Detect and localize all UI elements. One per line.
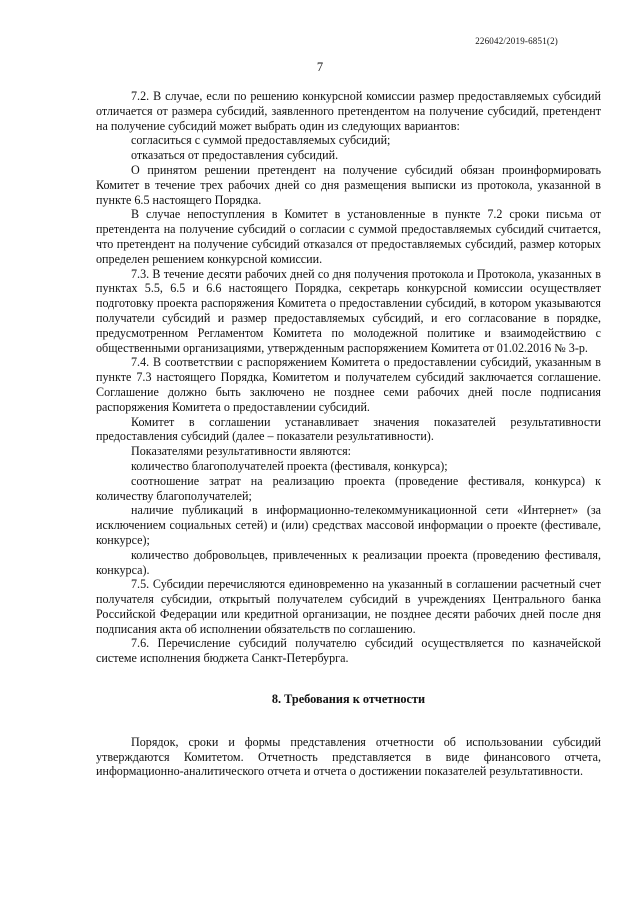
indicator-publications: наличие публикаций в информационно-телекоммуникационной сети «Интернет» (за исключением социальных сетей) и (или) средствах массовой информации о проекте (фестивале, конкурсе); xyxy=(96,503,601,547)
paragraph-7-5: 7.5. Субсидии перечисляются единовременно на указанный в соглашении расчетный счет получателя субсидии, открытый получателем субсидий в учреждениях Центрального банка Российской Федерации или кредитной организации, не позднее десяти рабочих дней после дня подписания акта об исполнении обязательств по соглашению. xyxy=(96,577,601,636)
indicator-beneficiaries: количество благополучателей проекта (фестиваля, конкурса); xyxy=(131,458,448,473)
indicator-cost-ratio: соотношение затрат на реализацию проекта (проведение фестиваля, конкурса) к количеству благополучателей; xyxy=(96,473,601,503)
section-heading-reporting: 8. Требования к отчетности xyxy=(271,692,426,707)
paragraph-decision-notice: О принятом решении претендент на получение субсидий обязан проинформировать Комитет в течение трех рабочих дней со дня размещения выписки из протокола, указанной в пункте 6.5 настоящего Порядка. xyxy=(96,162,601,207)
paragraph-7-4: 7.4. В соответствии с распоряжением Комитета о предоставлении субсидий, указанным в пункте 7.3 настоящего Порядка, Комитетом и получателем субсидий заключается соглашение. Соглашение должно быть заключено не позднее семи рабочих дней после подписания распоряжения Комитета о предоставлении субсидий. xyxy=(96,355,601,414)
paragraph-7-6: 7.6. Перечисление субсидий получателю субсидий осуществляется по казначейской системе исполнения бюджета Санкт-Петербурга. xyxy=(96,636,601,666)
page-number: 7 xyxy=(316,60,324,74)
indicator-volunteers: количество добровольцев, привлеченных к реализации проекта (проведению фестиваля, конкурса). xyxy=(96,547,601,577)
option-refuse: отказаться от предоставления субсидий. xyxy=(131,148,339,163)
paragraph-7-2: 7.2. В случае, если по решению конкурсной комиссии размер предоставляемых субсидий отличается от размера субсидий, заявленного претендентом на получение субсидий, претендент на получение субсидий может выбрать один из следующих вариантов: xyxy=(96,89,601,133)
document-registration-number: 226042/2019-6851(2) xyxy=(475,36,558,46)
document-body xyxy=(96,89,601,779)
option-agree: согласиться с суммой предоставляемых субсидий; xyxy=(131,133,391,148)
paragraph-7-3: 7.3. В течение десяти рабочих дней со дня получения протокола и Протокола, указанных в пунктах 5.5, 6.5 и 6.6 настоящего Порядка, секретарь конкурсной комиссии осуществляет подготовку проекта распоряжения Комитета о предоставлении субсидий, в котором указываются получатели субсидий и размер предоставляемых субсидий, и его согласование в порядке, предусмотренном Регламентом Комитета по молодежной политике и взаимодействию с общественными организациями, утвержденным распоряжением Комитета от 01.02.2016 № 3-р. xyxy=(96,266,601,355)
paragraph-reporting: Порядок, сроки и формы представления отчетности об использовании субсидий утверждаются Комитетом. Отчетность представляется в виде финансового отчета, информационно-аналитического отчета и отчета о достижении показателей результативности. xyxy=(96,734,601,779)
paragraph-indicators-set: Комитет в соглашении устанавливает значения показателей результативности предоставления субсидий (далее – показатели результативности). xyxy=(96,414,601,444)
paragraph-non-receipt: В случае непоступления в Комитет в установленные в пункте 7.2 сроки письма от претендента на получение субсидий о согласии с суммой предоставляемых субсидий считается, что претендент на получение субсидий отказался от предоставляемых субсидий, размер которых определен решением конкурсной комиссии. xyxy=(96,207,601,266)
paragraph-indicators-are: Показателями результативности являются: xyxy=(131,444,351,459)
